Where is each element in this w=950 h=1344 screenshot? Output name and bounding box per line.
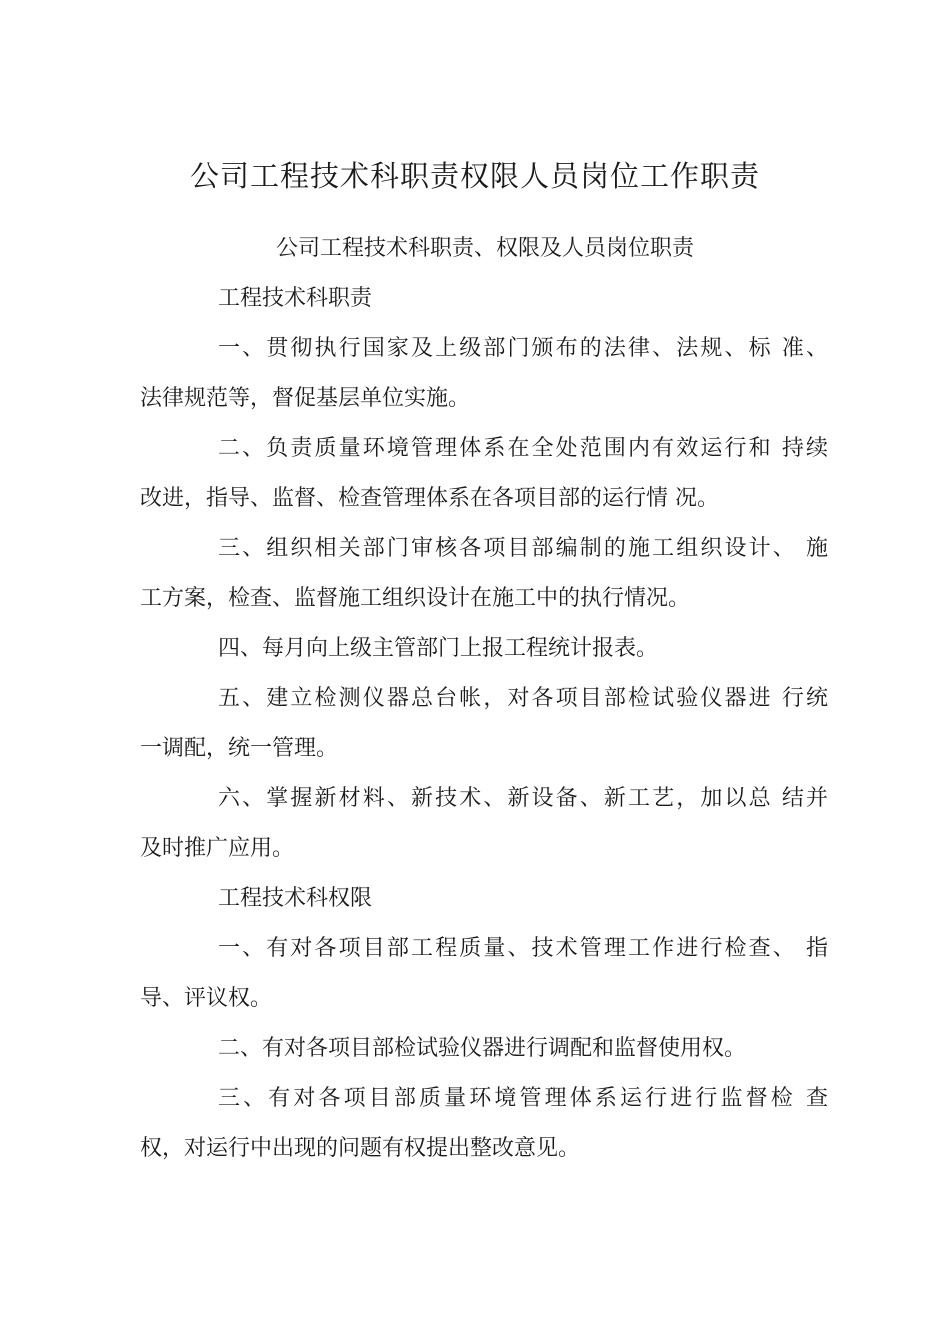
duty-item-2-line1: 二、负责质量环境管理体系在全处范围内有效运行和 持续 (218, 436, 828, 461)
document-subtitle: 公司工程技术科职责、权限及人员岗位职责 (275, 236, 694, 261)
authority-item-3-line2: 权，对运行中出现的问题有权提出整改意见。 (140, 1136, 581, 1161)
duty-item-6-line2: 及时推广应用。 (140, 836, 295, 861)
authority-item-3-line1: 三、有对各项目部质量环境管理体系运行进行监督检 查 (218, 1086, 828, 1111)
duty-item-5-line1: 五、建立检测仪器总台帐，对各项目部检试验仪器进 行统 (218, 686, 828, 711)
duty-item-1-line1: 一、贯彻执行国家及上级部门颁布的法律、法规、标 准、 (218, 336, 828, 361)
duty-item-3-line2: 工方案，检查、监督施工组织设计在施工中的执行情况。 (140, 586, 691, 611)
section-heading-duties: 工程技术科职责 (218, 286, 373, 311)
authority-item-1-line2: 导、评议权。 (140, 986, 273, 1011)
section-heading-authority: 工程技术科权限 (218, 886, 373, 911)
duty-item-1-line2: 法律规范等，督促基层单位实施。 (140, 386, 471, 411)
duty-item-6-line1: 六、掌握新材料、新技术、新设备、新工艺，加以总 结并 (218, 786, 828, 811)
duty-item-5-line2: 一调配，统一管理。 (140, 736, 339, 761)
duty-item-2-line2: 改进，指导、监督、检查管理体系在各项目部的运行情 况。 (140, 486, 719, 511)
duty-item-4: 四、每月向上级主管部门上报工程统计报表。 (218, 636, 659, 661)
duty-item-3-line1: 三、组织相关部门审核各项目部编制的施工组织设计、 施 (218, 536, 828, 561)
authority-item-2: 二、有对各项目部检试验仪器进行调配和监督使用权。 (218, 1036, 747, 1061)
document-title: 公司工程技术科职责权限人员岗位工作职责 (189, 159, 760, 193)
authority-item-1-line1: 一、有对各项目部工程质量、技术管理工作进行检查、 指 (218, 936, 828, 961)
